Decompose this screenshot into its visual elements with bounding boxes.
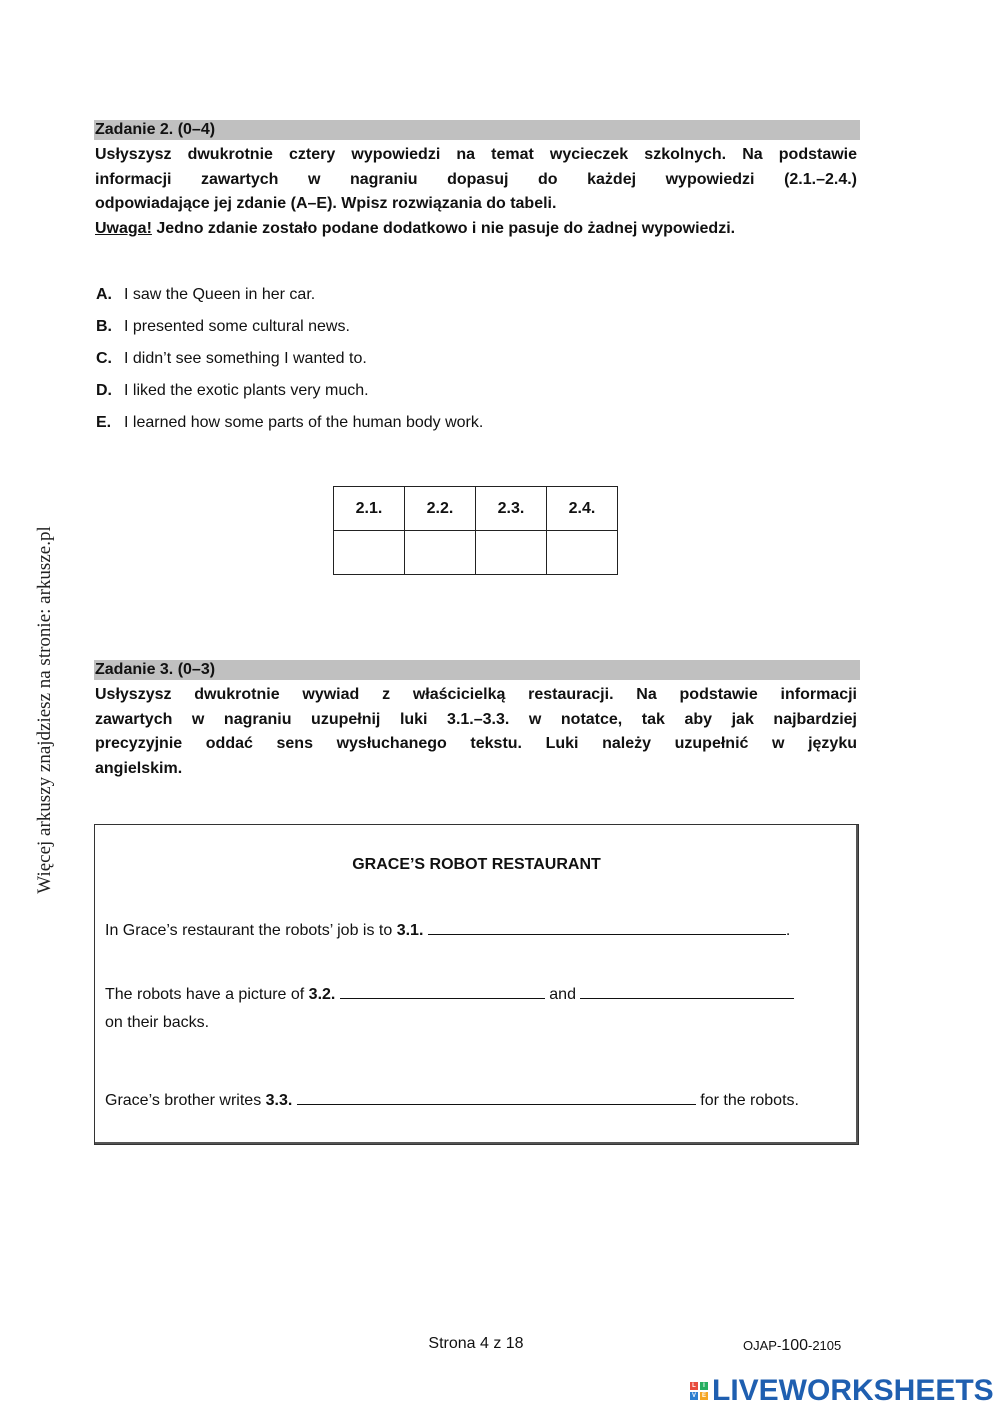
answer-header-2-1: 2.1. xyxy=(334,487,405,531)
option-letter: B. xyxy=(96,318,112,335)
task2-instr-line3: odpowiadające jej zdanie (A–E). Wpisz rozwiązania do tabeli. xyxy=(95,195,557,212)
note-line-3-2 xyxy=(105,982,794,1004)
answer-header-2-3: 2.3. xyxy=(476,487,547,531)
liveworksheets-grid-icon xyxy=(690,1382,708,1400)
option-letter: E. xyxy=(96,414,112,431)
logo-grid-l: L xyxy=(690,1382,698,1390)
note-l2-text: The robots have a picture of xyxy=(105,986,309,1003)
task2-header: Zadanie 2. (0–4) xyxy=(94,120,860,140)
note-l1-text: In Grace’s restaurant the robots’ job is to xyxy=(105,922,397,939)
side-note-arkusze: Więcej arkuszy znajdziesz na stronie: arkusze.pl xyxy=(34,526,55,894)
logo-grid-e: E xyxy=(701,1393,706,1399)
option-e xyxy=(96,413,483,433)
task2-instr-line2: informacji zawartych w nagraniu dopasuj do każdej wypowiedzi (2.1.–2.4.) xyxy=(95,170,857,188)
uwaga-label: Uwaga! xyxy=(95,219,152,237)
uwaga-text: Jedno zdanie zostało podane dodatkowo i nie pasuje do żadnej wypowiedzi. xyxy=(151,219,736,237)
option-a xyxy=(96,285,315,305)
task2-instructions xyxy=(95,143,857,241)
logo-grid-i: I xyxy=(700,1382,708,1390)
gap-number-3-1: 3.1. xyxy=(396,922,424,939)
option-text: I learned how some parts of the human body work. xyxy=(124,414,484,431)
gap-3-2a-blank[interactable] xyxy=(340,982,545,999)
answer-cell-2-1[interactable] xyxy=(334,531,405,575)
note-l3-end: for the robots. xyxy=(700,1092,799,1109)
task3-instr-line4: angielskim. xyxy=(95,759,183,777)
answer-header-2-4: 2.4. xyxy=(547,487,618,531)
answer-cell-2-2[interactable] xyxy=(405,531,476,575)
gap-3-1-blank[interactable] xyxy=(428,918,786,935)
task3-instr-line3: precyzyjnie oddać sens wysłuchanego tekstu. Luki należy uzupełnić w języku xyxy=(95,735,857,752)
option-b xyxy=(96,317,350,337)
note-line-3-1 xyxy=(105,918,790,940)
task2-uwaga xyxy=(95,217,857,242)
task3-header: Zadanie 3. (0–3) xyxy=(94,660,860,680)
gap-number-3-2: 3.2. xyxy=(308,986,336,1003)
exam-code-a: OJAP- xyxy=(743,1338,782,1353)
option-text: I liked the exotic plants very much. xyxy=(124,382,369,399)
page-number: Strona 4 z 18 xyxy=(428,1335,524,1352)
note-title: GRACE’S ROBOT RESTAURANT xyxy=(352,856,601,873)
option-d xyxy=(96,381,369,401)
note-box xyxy=(94,824,859,1145)
note-l1-end: . xyxy=(785,922,791,939)
task3-instr-line2: zawartych w nagraniu uzupełnij luki 3.1.–3.3. w notatce, tak aby jak najbardziej xyxy=(95,710,857,728)
logo-grid-v: V xyxy=(691,1393,696,1399)
liveworksheets-wordmark: LIVEWORKSHEETS xyxy=(712,1374,994,1407)
exam-code-b: 100 xyxy=(781,1337,808,1354)
note-line-3-3 xyxy=(105,1088,799,1110)
option-letter: C. xyxy=(96,350,112,367)
option-c xyxy=(96,349,367,369)
gap-number-3-3: 3.3. xyxy=(265,1092,293,1109)
task3-instr-line1: Usłyszysz dwukrotnie wywiad z właścicielką restauracji. Na podstawie informacji xyxy=(95,686,857,703)
gap-3-3-blank[interactable] xyxy=(297,1088,696,1105)
answer-cell-2-4[interactable] xyxy=(547,531,618,575)
task3-instructions xyxy=(95,683,857,781)
liveworksheets-logo xyxy=(690,1376,994,1406)
note-l3-text: Grace’s brother writes xyxy=(105,1092,266,1109)
exam-code-c: -2105 xyxy=(808,1338,842,1353)
exam-code xyxy=(743,1337,841,1355)
option-text: I saw the Queen in her car. xyxy=(124,286,316,303)
answer-cell-2-3[interactable] xyxy=(476,531,547,575)
option-text: I presented some cultural news. xyxy=(124,318,350,335)
task2-instr-line1: Usłyszysz dwukrotnie cztery wypowiedzi na temat wycieczek szkolnych. Na podstawie xyxy=(95,146,857,163)
answer-table xyxy=(333,486,618,575)
note-l2-and: and xyxy=(549,986,576,1003)
option-letter: A. xyxy=(96,286,112,303)
gap-3-2b-blank[interactable] xyxy=(580,982,794,999)
option-text: I didn’t see something I wanted to. xyxy=(124,350,367,367)
answer-header-2-2: 2.2. xyxy=(405,487,476,531)
option-letter: D. xyxy=(96,382,112,399)
note-line-3-2-cont: on their backs. xyxy=(105,1014,210,1031)
